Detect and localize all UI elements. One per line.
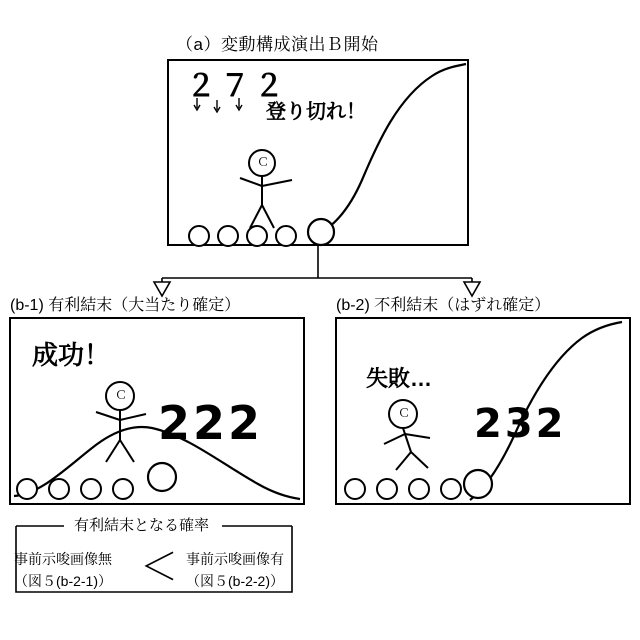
legend-title: 有利結末となる確率 [70, 518, 213, 533]
panel-b1-digits: 222 [158, 396, 264, 450]
panel-b2-figure-head-label: Ｃ [398, 406, 411, 420]
panel-b2-ball [464, 470, 492, 498]
panel-b1-pin [81, 479, 101, 499]
panel-b1-pin [113, 479, 133, 499]
legend-right-line1: 事前示唆画像有 [186, 551, 284, 567]
panel-b1-caption: (b-1) 有利結末（大当たり確定） [10, 297, 241, 314]
panel-b2-shout: 失敗… [366, 366, 433, 391]
panel-a-pin [247, 226, 267, 246]
branch-left-arrowhead [154, 282, 170, 296]
panel-a-pin [189, 226, 209, 246]
panel-b1-pin [17, 479, 37, 499]
legend-left-line1: 事前示唆画像無 [14, 551, 112, 567]
legend-right-line2: （図５(b-2-2)） [186, 573, 285, 589]
panel-b2-pin [377, 479, 397, 499]
panel-a-digits: ２７２ [186, 69, 288, 104]
panel-b2-caption: (b-2) 不利結末（はずれ確定） [336, 297, 551, 314]
panel-a-pin [276, 226, 296, 246]
panel-a-figure-head-label: Ｃ [257, 155, 270, 169]
legend-left-line2: （図５(b-2-1)） [14, 573, 113, 589]
panel-a-shout: 登り切れ！ [266, 101, 366, 123]
branch-right-arrowhead [464, 282, 480, 296]
panel-b2-pin [345, 479, 365, 499]
panel-b2-pin [409, 479, 429, 499]
panel-a-ball [308, 219, 334, 245]
panel-b2-digits: 232 [474, 401, 567, 447]
panel-b1-shout: 成功！ [32, 340, 111, 370]
panel-a-pin [218, 226, 238, 246]
panel-b2-pin [441, 479, 461, 499]
panel-b1-ball [148, 463, 176, 491]
panel-b1-figure-head-label: Ｃ [115, 388, 128, 402]
panel-b1-pin [49, 479, 69, 499]
panel-a-caption: （a）変動構成演出Ｂ開始 [176, 35, 379, 54]
legend-comparator: ＜ [140, 545, 179, 589]
